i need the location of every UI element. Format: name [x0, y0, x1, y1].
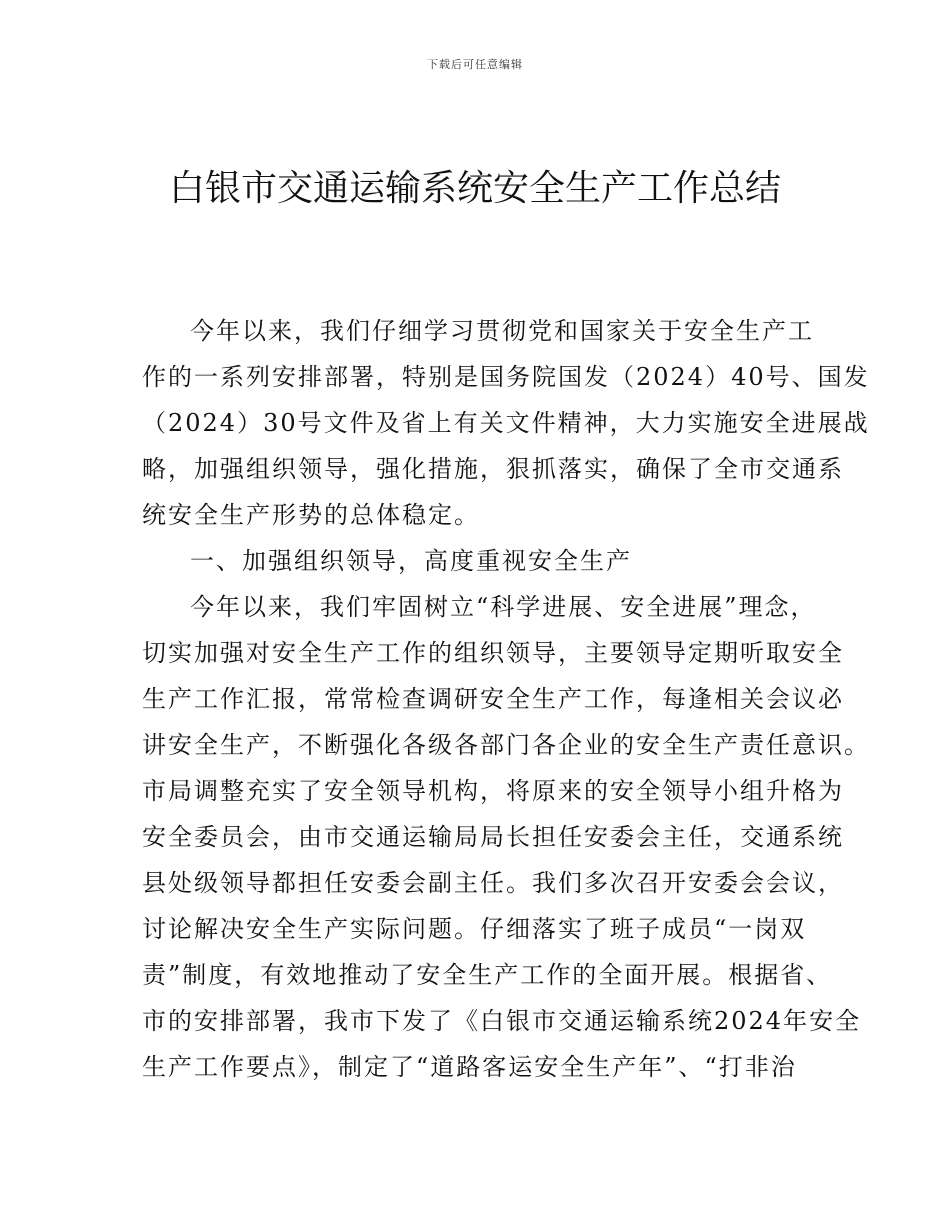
document-title: 白银市交通运输系统安全生产工作总结	[168, 168, 781, 209]
section-heading: 一、加强组织领导，高度重视安全生产	[190, 547, 632, 575]
paragraph-line: 今年以来，我们牢固树立“科学进展、安全进展”理念，	[190, 593, 817, 621]
paragraph-line: 市局调整充实了安全领导机构，将原来的安全领导小组升格为	[142, 777, 844, 805]
paragraph-line: 今年以来，我们仔细学习贯彻党和国家关于安全生产工	[190, 317, 814, 345]
paragraph-line: 略，加强组织领导，强化措施，狠抓落实，确保了全市交通系	[142, 455, 844, 483]
paragraph-line: 县处级领导都担任安委会副主任。我们多次召开安委会会议，	[142, 869, 844, 897]
paragraph-line: 市的安排部署，我市下发了《白银市交通运输系统2024年安全	[142, 1007, 862, 1035]
paragraph-line: 讲安全生产，不断强化各级各部门各企业的安全生产责任意识。	[142, 731, 870, 759]
paragraph-line: 安全委员会，由市交通运输局局长担任安委会主任，交通系统	[142, 823, 844, 851]
paragraph-line: 讨论解决安全生产实际问题。仔细落实了班子成员“一岗双	[142, 915, 807, 943]
paragraph-line: 生产工作汇报，常常检查调研安全生产工作，每逢相关会议必	[142, 685, 844, 713]
paragraph-line: （2024）30号文件及省上有关文件精神，大力实施安全进展战	[142, 409, 870, 437]
paragraph-line: 统安全生产形势的总体稳定。	[142, 501, 480, 529]
paragraph-line: 生产工作要点》，制定了“道路客运安全生产年”、“打非治	[142, 1053, 797, 1081]
paragraph-line: 责”制度，有效地推动了安全生产工作的全面开展。根据省、	[142, 961, 833, 989]
header-note: 下载后可任意编辑	[427, 58, 523, 71]
paragraph-line: 作的一系列安排部署，特别是国务院国发（2024）40号、国发	[142, 363, 870, 391]
document-body	[142, 308, 870, 1090]
paragraph-line: 切实加强对安全生产工作的组织领导，主要领导定期听取安全	[142, 639, 844, 667]
